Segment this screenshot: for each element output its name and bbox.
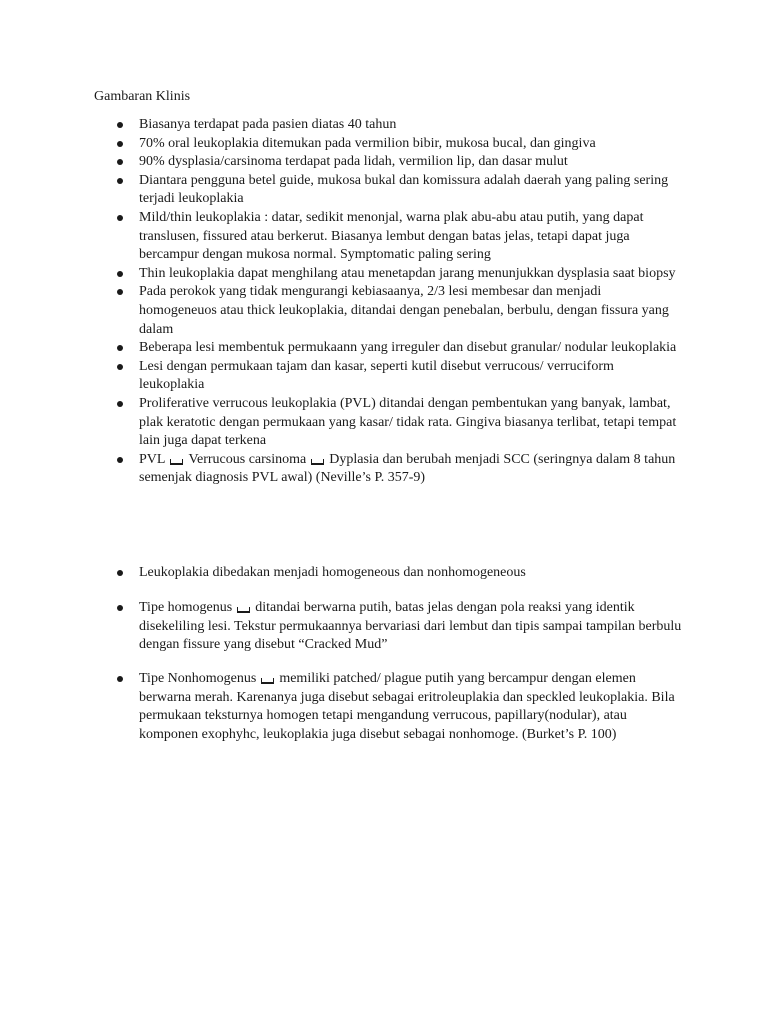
homogeneous-term: Tipe homogenus	[139, 600, 233, 615]
homogeneous-list	[0, 599, 768, 655]
list-item-text: Beberapa lesi membentuk permukaann yang irreguler dan disebut granular/ nodular leukoplakia	[139, 340, 677, 356]
list-item	[0, 283, 768, 339]
arrow-icon	[170, 459, 183, 465]
bullet-icon	[117, 364, 123, 370]
list-item	[0, 153, 768, 172]
bullet-icon	[117, 676, 123, 682]
bullet-icon	[117, 215, 123, 221]
bullet-icon	[117, 159, 123, 165]
list-item-text: Pada perokok yang tidak mengurangi kebiasaanya, 2/3 lesi membesar dan menjadi homogeneuos atau thick leukoplakia, ditandai dengan penebalan, berbulu, dengan fissura yang dalam	[139, 284, 669, 337]
list-item-text: Mild/thin leukoplakia : datar, sedikit menonjal, warna plak abu-abu atau putih, yang dapat translusen, fissured atau berkerut. Biasanya lembut dengan batas jelas, tetapi dapat juga bercampur dengan mukosa normal. Symptomatic paling sering	[139, 209, 644, 263]
bullet-icon	[117, 401, 123, 407]
list-item	[0, 209, 768, 265]
pvl-term: PVL	[139, 451, 166, 467]
bullet-icon	[117, 122, 123, 128]
arrow-icon	[261, 678, 274, 684]
list-item-text: Diantara pengguna betel guide, mukosa bukal dan komissura adalah daerah yang paling sering terjadi leukoplakia	[139, 172, 669, 207]
list-item	[0, 358, 768, 395]
list-item	[0, 339, 768, 358]
bullet-icon	[117, 570, 123, 576]
bullet-icon	[117, 178, 123, 184]
bullet-icon	[117, 289, 123, 295]
bullet-icon	[117, 271, 123, 277]
pvl-progression: Verrucous carsinoma	[188, 451, 307, 467]
classification-list	[0, 564, 768, 583]
nonhomogeneous-term: Tipe Nonhomogenus	[139, 671, 257, 686]
list-item	[0, 172, 768, 209]
pvl-outcome: Dyplasia dan berubah menjadi SCC (seringnya dalam 8 tahun semenjak diagnosis PVL awal) (Neville’s P. 357-9)	[139, 451, 676, 486]
list-item-pvl	[0, 451, 768, 488]
list-item-text: Proliferative verrucous leukoplakia (PVL) ditandai dengan pembentukan yang banyak, lambat, plak keratotic dengan permukaan yang kasar/ tidak rata. Gingiva biasanya terlibat, tetapi tempat lain juga dapat terkena	[139, 395, 677, 449]
bullet-icon	[117, 605, 123, 611]
list-item-text: Thin leukoplakia dapat menghilang atau menetapdan jarang menunjukkan dysplasia saat biopsy	[139, 265, 676, 281]
list-item	[0, 135, 768, 154]
arrow-icon	[311, 459, 324, 465]
list-item-text: Biasanya terdapat pada pasien diatas 40 tahun	[139, 117, 397, 132]
list-item	[0, 116, 768, 135]
list-item-text: 70% oral leukoplakia ditemukan pada vermilion bibir, mukosa bucal, dan gingiva	[139, 135, 596, 151]
list-item-homogeneous	[0, 599, 768, 655]
nonhomogeneous-description: memiliki patched/ plague putih yang bercampur dengan elemen berwarna merah. Karenanya juga disebut sebagai eritroleuplakia dan speckled leukoplakia. Bila permukaan teksturnya homogen tetapi mengandung verrucous, papillary(nodular), atau komponen exophyhc, leukoplakia juga disebut sebagai nonhomoge. (Burket’s P. 100)	[139, 671, 675, 742]
arrow-icon	[237, 607, 250, 613]
nonhomogeneous-list	[0, 670, 768, 744]
clinical-features-list	[0, 116, 768, 488]
list-item	[0, 265, 768, 284]
bullet-icon	[117, 141, 123, 147]
bullet-icon	[117, 457, 123, 463]
list-item-nonhomogeneous	[0, 670, 768, 744]
list-item	[0, 395, 768, 451]
list-item	[0, 564, 768, 583]
homogeneous-description: ditandai berwarna putih, batas jelas dengan pola reaksi yang identik disekeliling lesi. Tekstur permukaannya bervariasi dari lembut dan tipis sampai tampilan berbulu dengan fissure yang disebut “Cracked Mud”	[139, 600, 682, 653]
list-item-text: Leukoplakia dibedakan menjadi homogeneous dan nonhomogeneous	[139, 565, 526, 580]
list-item-text: Lesi dengan permukaan tajam dan kasar, seperti kutil disebut verrucous/ verruciform leukoplakia	[139, 358, 614, 393]
section-heading: Gambaran Klinis	[94, 89, 191, 104]
list-item-text: 90% dysplasia/carsinoma terdapat pada lidah, vermilion lip, dan dasar mulut	[139, 154, 568, 170]
bullet-icon	[117, 345, 123, 351]
